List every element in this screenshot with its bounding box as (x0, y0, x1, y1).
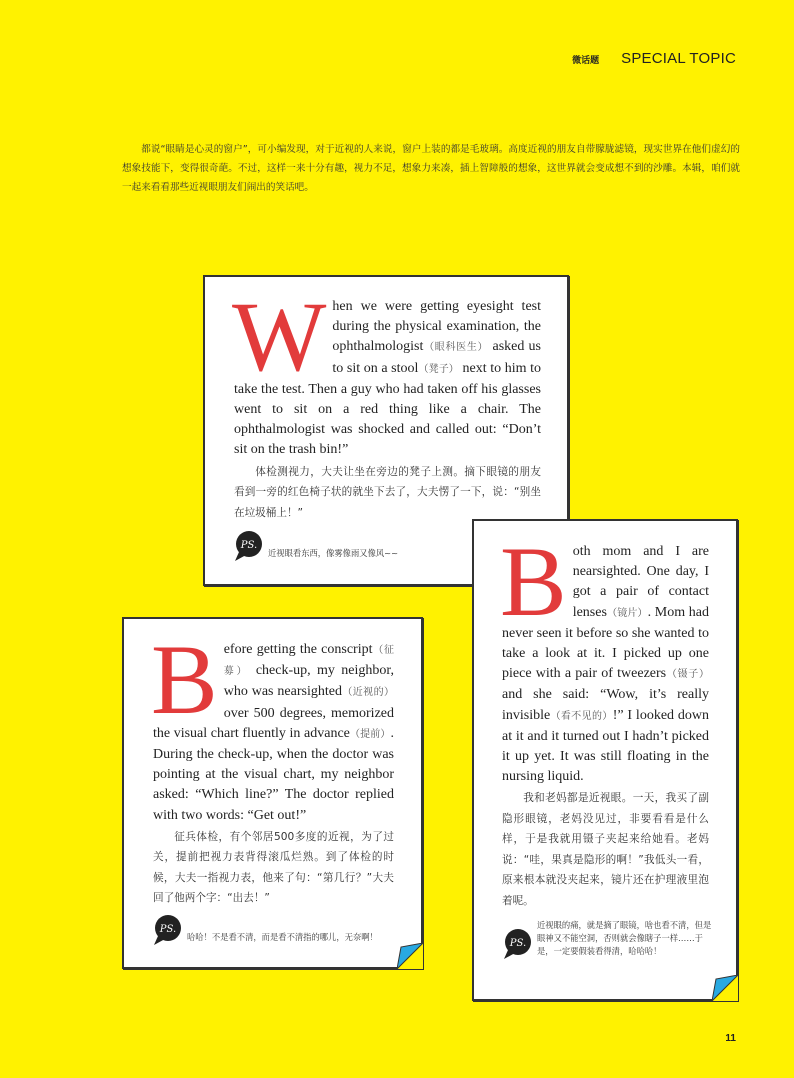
drop-cap: B (151, 624, 218, 735)
ps-note (502, 919, 712, 960)
story-card-2 (122, 617, 423, 969)
page-fold-corner (397, 943, 423, 969)
ps-text: 哈哈！不是看不清，而是看不清指的哪儿，无奈啊！ (187, 932, 378, 942)
page-header (572, 50, 736, 67)
svg-text:PS.: PS. (509, 938, 527, 949)
story-2-chinese: 征兵体检，有个邻居500多度的近视，为了过关，提前把视力表背得滚瓜烂熟。到了体检的时候，大夫一指视力表，他来了句：“第几行？”大夫回了他两个字：“出去！” (153, 830, 394, 905)
story-3-chinese: 我和老妈都是近视眼。一天，我买了副隐形眼镜，老妈没见过，非要看看是什么样，于是我就用镊子夹起来给她看。老妈说：“哇，果真是隐形的啊！”我低头一看，原来根本就没夹起来，镜片还在护理液里泡着呢。 (502, 792, 709, 907)
ps-text: 近视眼的痛，就是摘了眼镜，啥也看不清，但是眼神又不能空洞，否则就会像瞎子一样……于是，一定要假装看得清，哈哈哈！ (537, 920, 712, 956)
story-3-english: Both mom and I are nearsighted. One day, I got a pair of contact lenses（镜片）. Mom had never seen it before so she wanted to take a look at it. I picked up one piece with a pair of tweezers（镊子） and she said: “Wow, it’s really invisible（看不见的）!” I looked down at it and it turned out I hadn’t picked it up yet. It was still floating in the nursing liquid. (500, 526, 709, 785)
section-label-en: SPECIAL TOPIC (621, 50, 736, 67)
speech-bubble-icon (152, 914, 184, 946)
story-card-3 (472, 519, 738, 1001)
drop-cap: W (232, 281, 327, 392)
story-1-chinese: 体检测视力，大夫让坐在旁边的凳子上测。摘下眼镜的朋友看到一旁的红色椅子状的就坐下去了，大夫愣了一下，说：“别坐在垃圾桶上！” (234, 465, 541, 519)
page-number: 11 (725, 1033, 736, 1044)
section-label-cn: 微话题 (572, 56, 600, 66)
story-1-english: When we were getting eyesight test during the physical examination, the ophthalmologist（眼科医生） asked us to sit on a stool（凳子） next to him to take the test. Then a guy who had taken off his glasses went to sit on a red thing like a chair. The ophthalmologist was shocked and called out: “Don’t sit on the trash bin!” (232, 281, 542, 458)
page-fold-corner (712, 975, 738, 1001)
ps-note (152, 914, 378, 946)
story-2-english: Before getting the conscript（征募） check-up, my neighbor, who was nearsighted（近视的） over 500 degrees, memorized the visual chart fluently in advance（提前）. During the check-up, when the doctor was pointing at the visual chart, my neighbor asked: “Which line?” The doctor replied with two words: “Get out!” (151, 624, 395, 823)
ps-note (233, 530, 398, 562)
speech-bubble-icon (233, 530, 265, 562)
ps-text: 近视眼看东西，像雾像雨又像风~~ (268, 548, 399, 558)
drop-cap: B (500, 526, 567, 637)
intro-paragraph: 都说“眼睛是心灵的窗户”，可小编发现，对于近视的人来说，窗户上装的都是毛玻璃。高度近视的朋友自带朦胧滤镜，现实世界在他们虚幻的想象技能下，变得很奇葩。不过，这样一来十分有趣，视力不足，想象力来凑，插上智障般的想象，这世界就会变成想不到的沙雕。本辑，咱们就一起来看看那些近视眼朋友们闹出的笑话吧。 (122, 144, 740, 193)
svg-text:PS.: PS. (159, 924, 177, 935)
speech-bubble-icon (502, 928, 534, 960)
svg-text:PS.: PS. (240, 540, 258, 551)
